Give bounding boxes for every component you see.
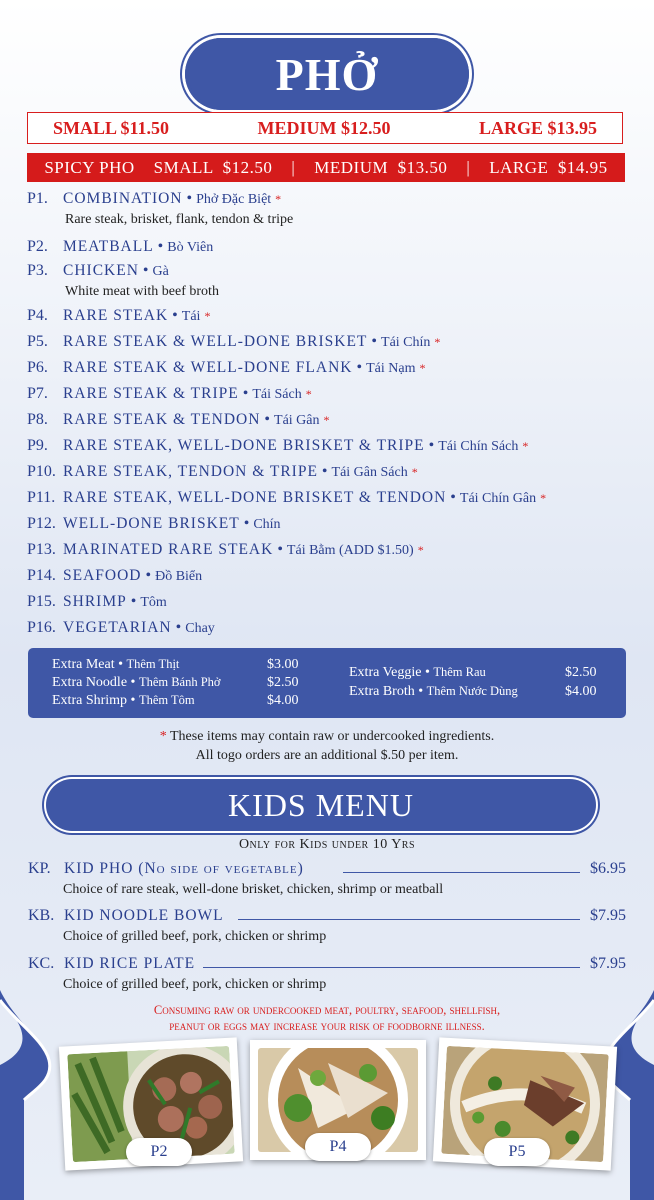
extra-row: Extra Shrimp • Thêm Tôm $4.00 — [52, 693, 299, 708]
menu-item: P16. VEGETARIAN • Chay — [27, 617, 215, 640]
extra-row: Extra Meat • Thêm Thịt $3.00 — [52, 657, 299, 672]
menu-item-viet-name: Bò Viên — [167, 240, 214, 255]
menu-item-name: RARE STEAK, WELL-DONE BRISKET & TRIPE — [63, 437, 425, 454]
extra-viet: Thêm Rau — [433, 665, 486, 679]
menu-item-code: P7. — [27, 385, 48, 402]
note-line-1: These items may contain raw or undercooked ingredients. — [170, 729, 495, 744]
spicy-pho-prices: SPICY PHO SMALL $12.50 | MEDIUM $13.50 | LARGE $14.95 — [44, 157, 608, 177]
kid-item-price: $7.95 — [590, 907, 626, 924]
warning-line-1: Consuming raw or undercooked meat, poultry, seafood, shellfish, — [153, 1003, 501, 1017]
menu-item: P3. CHICKEN • Gà White meat with beef broth — [27, 262, 219, 299]
kids-menu-subtitle: Only for Kids under 10 Yrs — [238, 837, 416, 852]
menu-item: P5. RARE STEAK & WELL-DONE BRISKET • Tái Chín * — [27, 331, 440, 354]
raw-warning-star: * — [204, 309, 211, 323]
menu-item-code: P9. — [27, 437, 48, 454]
kid-item-desc: Choice of rare steak, well-done brisket, chicken, shrimp or meatball — [63, 882, 444, 897]
menu-item-viet-name: Tái Chín Sách — [438, 439, 519, 454]
menu-item-name: VEGETARIAN — [63, 619, 172, 636]
leader-line — [238, 919, 580, 920]
kid-item-desc: Choice of grilled beef, pork, chicken or shrimp — [63, 977, 327, 992]
price-small: SMALL $11.50 — [53, 117, 170, 138]
extra-viet: Thêm Bánh Phở — [138, 675, 221, 689]
menu-item: P14. SEAFOOD • Đồ Biển — [27, 565, 202, 588]
raw-warning-star: * — [411, 465, 418, 479]
menu-item: P13. MARINATED RARE STEAK • Tái Bằm (ADD $1.50) * — [27, 539, 424, 562]
menu-item: P7. RARE STEAK & TRIPE • Tái Sách * — [27, 383, 312, 406]
extra-price: $4.00 — [565, 684, 597, 699]
menu-item-viet-name: Tái Gân — [274, 413, 320, 428]
menu-item-code: P6. — [27, 359, 48, 376]
menu-item: P6. RARE STEAK & WELL-DONE FLANK • Tái Nạm * — [27, 357, 425, 380]
menu-item: P12. WELL-DONE BRISKET • Chín — [27, 513, 281, 536]
raw-warning-star: * — [522, 439, 529, 453]
price-medium: MEDIUM $12.50 — [257, 117, 391, 138]
kid-item-code: KC. — [28, 955, 55, 972]
menu-item-desc: Rare steak, brisket, flank, tendon & tripe — [65, 212, 294, 227]
price-large: LARGE $13.95 — [478, 117, 597, 138]
raw-warning-star: * — [275, 192, 282, 206]
menu-item-viet-name: Tái Chín Gân — [459, 491, 537, 506]
menu-item-viet-name: Tái Sách — [252, 387, 302, 402]
menu-item: P10. RARE STEAK, TENDON & TRIPE • Tái Gân Sách * — [27, 461, 418, 484]
spicy-pho-bar — [27, 153, 625, 182]
raw-warning-star: * — [434, 335, 441, 349]
kid-item-price: $7.95 — [590, 955, 626, 972]
title-banner — [185, 38, 469, 110]
menu-item-name: MARINATED RARE STEAK — [63, 541, 274, 558]
menu-item-code: P4. — [27, 307, 48, 324]
menu-item-name: COMBINATION — [63, 190, 183, 207]
kid-item — [28, 860, 626, 898]
warning-line-2: peanut or eggs may increase your risk of foodborne illness. — [169, 1019, 485, 1033]
menu-item-name: WELL-DONE BRISKET — [63, 515, 240, 532]
menu-item-name: SHRIMP — [63, 593, 127, 610]
menu-item: P15. SHRIMP • Tôm — [27, 591, 167, 614]
extra-row: Extra Broth • Thêm Nước Dùng $4.00 — [349, 684, 597, 699]
extra-viet: Thêm Tôm — [138, 693, 195, 707]
menu-item-name: CHICKEN — [63, 262, 139, 279]
extras-box — [28, 648, 626, 718]
menu-item-viet-name: Đồ Biển — [155, 569, 203, 584]
extra-label: Extra Broth — [349, 684, 415, 699]
menu-item-name: RARE STEAK & WELL-DONE BRISKET — [63, 333, 368, 350]
menu-item-viet-name: Tái Nạm — [366, 361, 416, 376]
extra-price: $4.00 — [267, 693, 299, 708]
menu-item: P4. RARE STEAK • Tái * — [27, 305, 210, 328]
kid-item-name: KID NOODLE BOWL — [64, 907, 224, 924]
menu-item-viet-name: Chay — [185, 621, 215, 636]
menu-item-viet-name: Tái Bằm (ADD $1.50) — [286, 543, 414, 558]
menu-item-code: P2. — [27, 238, 48, 255]
menu-item-viet-name: Phở Đặc Biệt — [196, 192, 272, 207]
leader-line — [343, 872, 580, 873]
extra-viet: Thêm Nước Dùng — [426, 684, 518, 698]
menu-item: P2. MEATBALL • Bò Viên — [27, 236, 213, 259]
raw-warning-star: * — [419, 361, 426, 375]
raw-warning-star: * — [540, 491, 547, 505]
extra-label: Extra Veggie — [349, 665, 422, 680]
menu-item-code: P5. — [27, 333, 48, 350]
photo-tag-p2: P2 — [126, 1138, 192, 1166]
menu-item-name: RARE STEAK & TENDON — [63, 411, 261, 428]
kids-menu-banner — [46, 779, 596, 831]
menu-item-code: P12. — [27, 515, 56, 532]
kid-item-price: $6.95 — [590, 860, 626, 877]
photo-tag-p5: P5 — [484, 1138, 550, 1166]
menu-item-name: RARE STEAK & TRIPE — [63, 385, 239, 402]
menu-item-viet-name: Chín — [253, 517, 281, 532]
menu-item-viet-name: Tôm — [140, 595, 167, 610]
kid-item — [28, 907, 626, 945]
extra-price: $2.50 — [565, 665, 597, 680]
kid-item-code: KB. — [28, 907, 55, 924]
extra-label: Extra Noodle — [52, 675, 128, 690]
raw-warning-star: * — [323, 413, 330, 427]
raw-warning-star: * — [417, 543, 424, 557]
menu-item-desc: White meat with beef broth — [65, 284, 219, 299]
menu-item-name: RARE STEAK — [63, 307, 169, 324]
extra-viet: Thêm Thịt — [126, 657, 180, 671]
kids-menu-title: KIDS MENU — [228, 786, 414, 823]
extra-label: Extra Meat — [52, 657, 115, 672]
extra-price: $2.50 — [267, 675, 299, 690]
note-line-2: All togo orders are an additional $.50 per item. — [195, 748, 459, 763]
menu-item: P8. RARE STEAK & TENDON • Tái Gân * — [27, 409, 330, 432]
extra-price: $3.00 — [267, 657, 299, 672]
page-title: PHỞ — [275, 48, 379, 100]
menu-item-name: RARE STEAK, TENDON & TRIPE — [63, 463, 318, 480]
photo-tag-p4: P4 — [305, 1133, 371, 1161]
menu-item-viet-name: Tái Gân Sách — [331, 465, 408, 480]
menu-item-code: P15. — [27, 593, 56, 610]
menu-item-viet-name: Tái Chín — [381, 335, 431, 350]
kid-item-name: KID RICE PLATE — [64, 955, 196, 972]
extra-row: Extra Noodle • Thêm Bánh Phở $2.50 — [52, 675, 299, 690]
menu-item-code: P3. — [27, 262, 48, 279]
menu-item-name: RARE STEAK & WELL-DONE FLANK — [63, 359, 353, 376]
menu-item-name: MEATBALL — [63, 238, 154, 255]
kid-item-desc: Choice of grilled beef, pork, chicken or shrimp — [63, 929, 327, 944]
kid-item-name: KID PHO (No side of vegetable) — [64, 860, 304, 877]
menu-item-viet-name: Gà — [152, 264, 169, 279]
menu-item-name: SEAFOOD — [63, 567, 142, 584]
extra-row: Extra Veggie • Thêm Rau $2.50 — [349, 665, 597, 680]
menu-item-code: P16. — [27, 619, 56, 636]
menu-item-code: P8. — [27, 411, 48, 428]
kid-item-code: KP. — [28, 860, 51, 877]
menu-item: P1. COMBINATION • Phở Đặc Biệt * Rare steak, brisket, flank, tendon & tripe — [27, 190, 294, 227]
size-price-box — [27, 112, 623, 144]
extra-label: Extra Shrimp — [52, 693, 128, 708]
raw-ingredients-note — [0, 729, 654, 745]
raw-warning-star: * — [305, 387, 312, 401]
menu-item-code: P14. — [27, 567, 56, 584]
menu-item-code: P1. — [27, 190, 48, 207]
menu-item: P9. RARE STEAK, WELL-DONE BRISKET & TRIPE • Tái Chín Sách * — [27, 435, 528, 458]
kid-item — [28, 955, 626, 993]
menu-item-code: P13. — [27, 541, 56, 558]
menu-item-code: P11. — [27, 489, 56, 506]
menu-item: P11. RARE STEAK, WELL-DONE BRISKET & TENDON • Tái Chín Gân * — [27, 487, 546, 510]
leader-line — [203, 967, 580, 968]
menu-item-code: P10. — [27, 463, 56, 480]
menu-item-name: RARE STEAK, WELL-DONE BRISKET & TENDON — [63, 489, 447, 506]
note-star: * — [159, 729, 167, 744]
togo-note — [0, 748, 654, 764]
menu-item-viet-name: Tái — [181, 309, 201, 324]
